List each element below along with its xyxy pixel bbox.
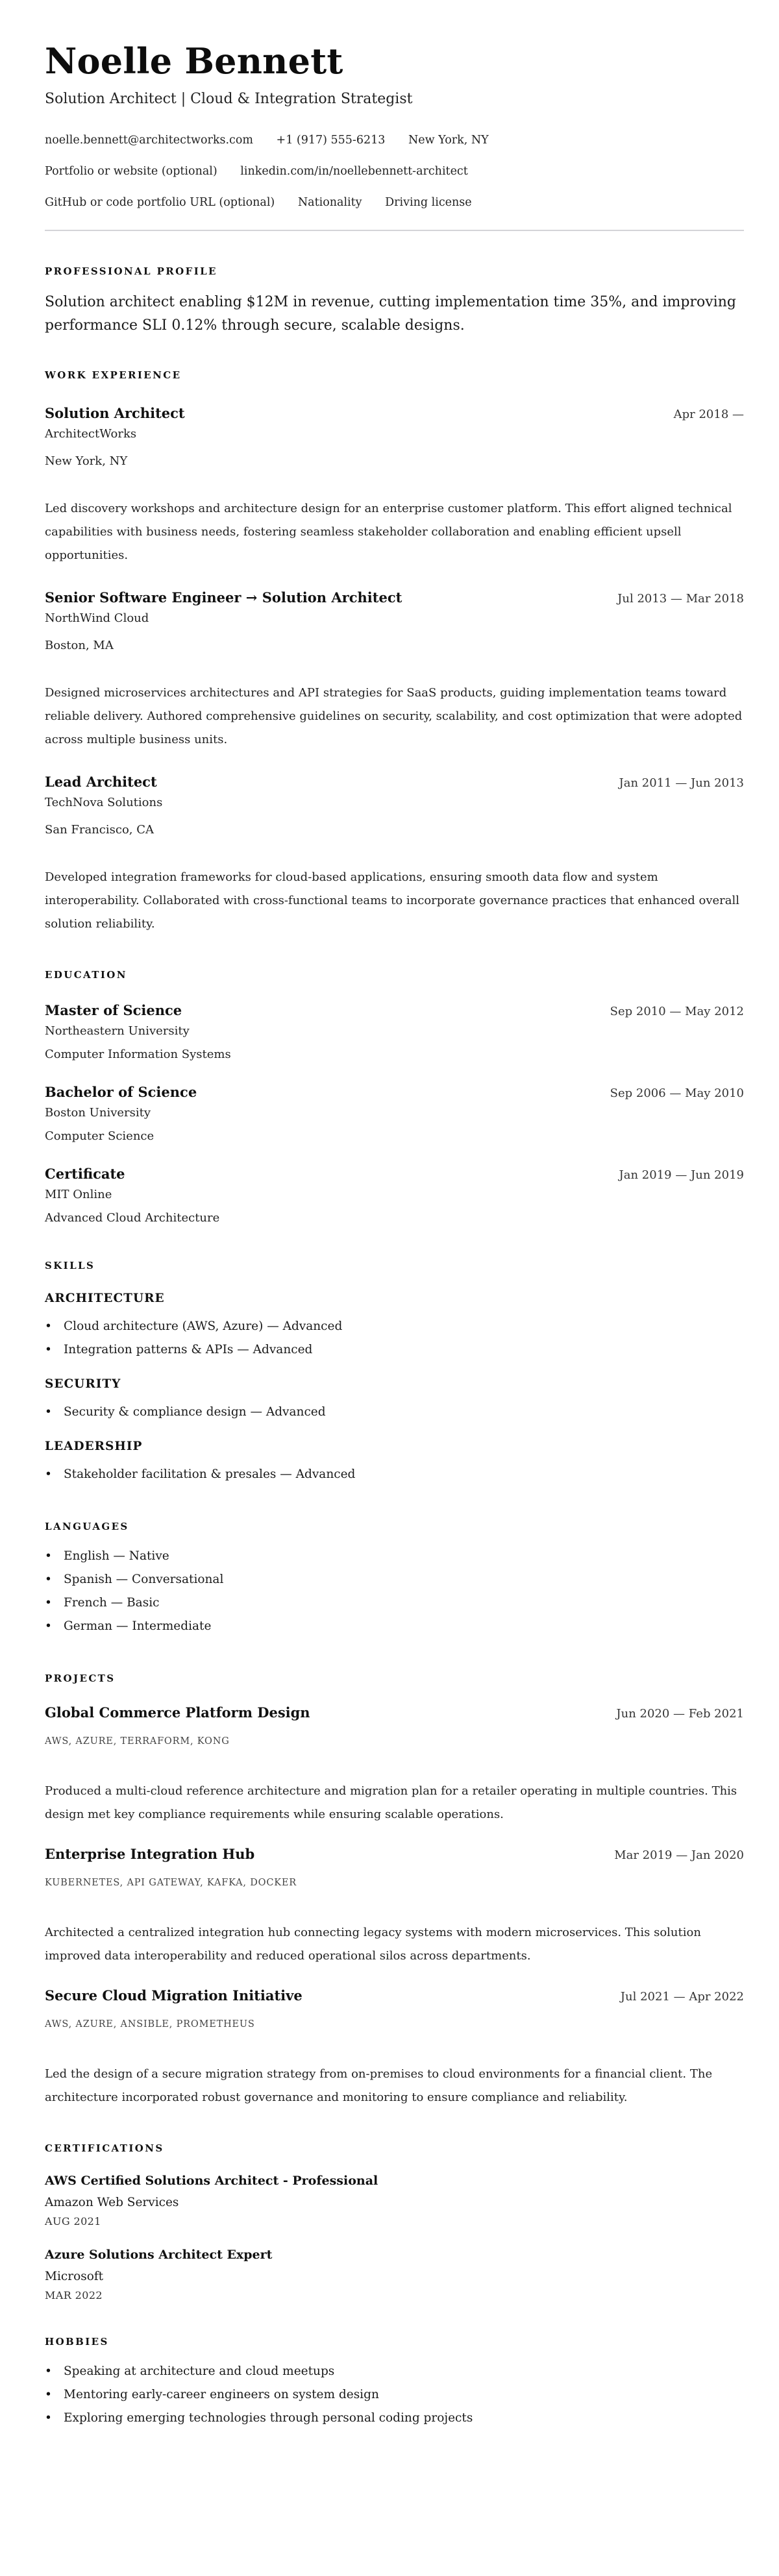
education-dates: Jan 2019 — Jun 2019: [619, 1168, 744, 1182]
education-section: [45, 968, 744, 1227]
experience-item: [45, 772, 744, 936]
job-location: San Francisco, CA: [45, 823, 155, 837]
field-of-study: Advanced Cloud Architecture: [45, 1211, 220, 1225]
profile-section: [45, 265, 744, 337]
field-of-study: Computer Information Systems: [45, 1048, 231, 1061]
skills-section: [45, 1259, 744, 1486]
skill-list-leadership: [45, 1463, 744, 1486]
degree-title: Master of Science: [45, 1002, 182, 1018]
language-list: [45, 1545, 744, 1638]
contact-row-links: [45, 164, 744, 179]
certification-item: [45, 2172, 744, 2229]
education-dates: Sep 2010 — May 2012: [610, 1005, 744, 1018]
skill-group-security: SECURITY: [45, 1377, 121, 1391]
header-divider: [45, 230, 744, 231]
contact-location: New York, NY: [408, 134, 489, 147]
contact-driving-license: Driving license: [385, 196, 472, 209]
language-item: • French — Basic: [45, 1591, 744, 1615]
job-company: NorthWind Cloud: [45, 611, 149, 625]
section-title-profile: PROFESSIONAL PROFILE: [45, 265, 217, 277]
project-name: Secure Cloud Migration Initiative: [45, 1987, 303, 2004]
section-title-projects: PROJECTS: [45, 1673, 116, 1684]
job-title: Lead Architect: [45, 774, 157, 790]
hobby-item: • Speaking at architecture and cloud meetups: [45, 2360, 744, 2383]
certification-date: MAR 2022: [45, 2289, 103, 2301]
hobbies-section: [45, 2335, 744, 2430]
job-title: Senior Software Engineer → Solution Architect: [45, 589, 402, 606]
languages-section: [45, 1520, 744, 1638]
certification-name: Azure Solutions Architect Expert: [45, 2248, 273, 2262]
experience-item: [45, 404, 744, 567]
section-title-skills: SKILLS: [45, 1260, 95, 1271]
education-dates: Sep 2006 — May 2010: [610, 1086, 744, 1100]
language-item: • German — Intermediate: [45, 1615, 744, 1638]
contact-row-primary: [45, 132, 744, 148]
project-dates: Mar 2019 — Jan 2020: [614, 1848, 744, 1862]
job-location: New York, NY: [45, 454, 128, 468]
experience-item: [45, 588, 744, 752]
education-item: [45, 1001, 744, 1063]
section-title-hobbies: HOBBIES: [45, 2336, 109, 2348]
skill-item: • Security & compliance design — Advanced: [45, 1401, 744, 1424]
contact-email[interactable]: noelle.bennett@architectworks.com: [45, 134, 253, 147]
degree-title: Bachelor of Science: [45, 1084, 197, 1100]
certification-issuer: Microsoft: [45, 2270, 104, 2283]
job-dates: Jul 2013 — Mar 2018: [617, 592, 744, 606]
language-item: • Spanish — Conversational: [45, 1568, 744, 1591]
contact-row-extra: [45, 195, 744, 210]
job-description: Developed integration frameworks for cloud-based applications, ensuring smooth data flow and system interoperability. Collaborated with cross-functional teams to incorporate governance practices that enhanced overall solution reliability.: [45, 870, 740, 931]
project-tech-tags: AWS, AZURE, ANSIBLE, PROMETHEUS: [45, 2019, 255, 2030]
skill-group-architecture: ARCHITECTURE: [45, 1292, 165, 1305]
skill-item: • Stakeholder facilitation & presales — Advanced: [45, 1463, 744, 1486]
certifications-section: [45, 2142, 744, 2303]
skill-list-architecture: [45, 1315, 744, 1362]
skill-item: • Cloud architecture (AWS, Azure) — Advanced: [45, 1315, 744, 1338]
project-dates: Jun 2020 — Feb 2021: [616, 1707, 744, 1721]
field-of-study: Computer Science: [45, 1129, 155, 1143]
education-item: [45, 1164, 744, 1227]
job-dates: Apr 2018 —: [673, 408, 744, 421]
certification-name: AWS Certified Solutions Architect - Professional: [45, 2174, 378, 2188]
project-name: Global Commerce Platform Design: [45, 1704, 310, 1721]
job-description: Designed microservices architectures and API strategies for SaaS products, guiding implementation teams toward reliable delivery. Authored comprehensive guidelines on security, scalability, and cost optimization that were adopted across multiple business units.: [45, 686, 743, 746]
hobby-item: • Exploring emerging technologies through personal coding projects: [45, 2407, 744, 2430]
section-title-certifications: CERTIFICATIONS: [45, 2142, 164, 2154]
school-name: Boston University: [45, 1106, 151, 1120]
contact-github[interactable]: GitHub or code portfolio URL (optional): [45, 196, 275, 209]
hobby-list: [45, 2360, 744, 2430]
experience-section: [45, 369, 744, 936]
job-location: Boston, MA: [45, 639, 114, 652]
projects-section: [45, 1672, 744, 2109]
contact-linkedin[interactable]: linkedin.com/in/noellebennett-architect: [240, 165, 468, 178]
contact-phone[interactable]: +1 (917) 555-6213: [276, 134, 386, 147]
project-tech-tags: AWS, AZURE, TERRAFORM, KONG: [45, 1736, 230, 1747]
hobby-item: • Mentoring early-career engineers on system design: [45, 2383, 744, 2407]
certification-date: AUG 2021: [45, 2215, 101, 2227]
profile-summary: Solution architect enabling $12M in revenue, cutting implementation time 35%, and improving performance SLI 0.12% through secure, scalable designs.: [45, 294, 736, 334]
degree-title: Certificate: [45, 1166, 125, 1182]
project-item: [45, 1986, 744, 2109]
certification-issuer: Amazon Web Services: [45, 2196, 179, 2209]
project-item: [45, 1845, 744, 1968]
candidate-name: Noelle Bennett: [45, 40, 343, 82]
language-item: • English — Native: [45, 1545, 744, 1568]
section-title-experience: WORK EXPERIENCE: [45, 369, 182, 381]
project-name: Enterprise Integration Hub: [45, 1846, 255, 1862]
project-item: [45, 1703, 744, 1826]
project-description: Produced a multi-cloud reference architecture and migration plan for a retailer operating in multiple countries. This design met key compliance requirements while ensuring scalable operations.: [45, 1784, 737, 1821]
skill-list-security: [45, 1401, 744, 1424]
contact-portfolio[interactable]: Portfolio or website (optional): [45, 165, 217, 178]
skill-item: • Integration patterns & APIs — Advanced: [45, 1338, 744, 1362]
project-tech-tags: KUBERNETES, API GATEWAY, KAFKA, DOCKER: [45, 1878, 297, 1888]
job-title: Solution Architect: [45, 405, 185, 421]
skill-group-leadership: LEADERSHIP: [45, 1440, 143, 1453]
resume-header: [45, 40, 744, 210]
school-name: MIT Online: [45, 1188, 112, 1201]
school-name: Northeastern University: [45, 1024, 190, 1038]
project-description: Architected a centralized integration hub connecting legacy systems with modern microservices. This solution improved data interoperability and reduced operational silos across departments.: [45, 1926, 701, 1963]
project-description: Led the design of a secure migration strategy from on-premises to cloud environments for a financial client. The architecture incorporated robust governance and monitoring to ensure compliance and reliability.: [45, 2067, 713, 2104]
candidate-headline: Solution Architect | Cloud & Integration Strategist: [45, 91, 413, 107]
job-description: Led discovery workshops and architecture design for an enterprise customer platform. This effort aligned technical capabilities with business needs, fostering seamless stakeholder collaboration and enabling efficient upsell opportunities.: [45, 502, 732, 562]
job-company: TechNova Solutions: [45, 796, 163, 809]
section-title-education: EDUCATION: [45, 969, 127, 981]
contact-nationality: Nationality: [297, 196, 362, 209]
education-item: [45, 1083, 744, 1145]
certification-item: [45, 2246, 744, 2303]
job-dates: Jan 2011 — Jun 2013: [619, 776, 744, 790]
project-dates: Jul 2021 — Apr 2022: [620, 1990, 744, 2004]
section-title-languages: LANGUAGES: [45, 1521, 129, 1532]
job-company: ArchitectWorks: [45, 427, 137, 441]
